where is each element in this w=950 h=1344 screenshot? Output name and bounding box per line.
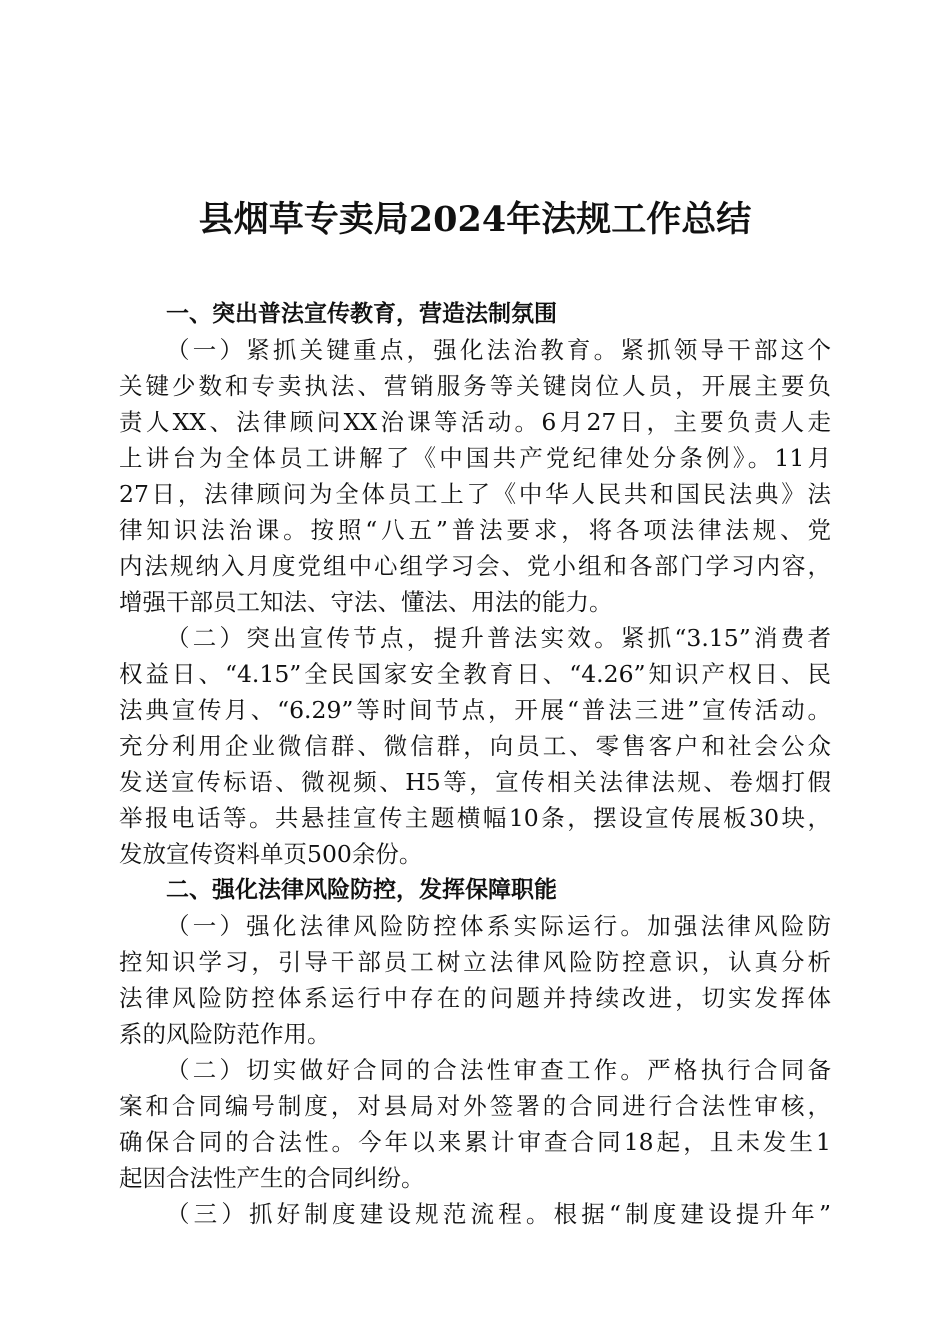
paragraph-line: 内法规纳入月度党组中心组学习会、党小组和各部门学习内容， <box>119 552 831 580</box>
paragraph-line: （二）切实做好合同的合法性审查工作。严格执行合同备 <box>166 1056 831 1084</box>
paragraph-line: （二）突出宣传节点，提升普法实效。紧抓“3.15”消费者 <box>166 624 831 652</box>
paragraph-line: 增强干部员工知法、守法、懂法、用法的能力。 <box>119 588 613 616</box>
paragraph-line: 法典宣传月、“6.29”等时间节点，开展“普法三进”宣传活动。 <box>119 696 831 724</box>
paragraph-line: （一）紧抓关键重点，强化法治教育。紧抓领导干部这个 <box>166 336 831 364</box>
paragraph-line: 控知识学习，引导干部员工树立法律风险防控意识，认真分析 <box>119 948 831 976</box>
paragraph-line: 充分利用企业微信群、微信群，向员工、零售客户和社会公众 <box>119 732 831 760</box>
paragraph-line: 关键少数和专卖执法、营销服务等关键岗位人员，开展主要负 <box>119 372 831 400</box>
section-heading: 二、强化法律风险防控，发挥保障职能 <box>166 877 557 903</box>
paragraph-line: 上讲台为全体员工讲解了《中国共产党纪律处分条例》。11月 <box>119 444 831 472</box>
document-title: 县烟草专卖局2024年法规工作总结 <box>198 199 752 240</box>
paragraph-line: 案和合同编号制度，对县局对外签署的合同进行合法性审核， <box>119 1092 831 1120</box>
paragraph-line: 权益日、“4.15”全民国家安全教育日、“4.26”知识产权日、民 <box>119 660 831 688</box>
paragraph-line: 举报电话等。共悬挂宣传主题横幅10条，摆设宣传展板30块， <box>119 804 831 832</box>
paragraph-line: （一）强化法律风险防控体系实际运行。加强法律风险防 <box>166 912 831 940</box>
paragraph-line: 系的风险防范作用。 <box>119 1020 331 1048</box>
paragraph-line: 责人XX、法律顾问XX治课等活动。6月27日，主要负责人走 <box>119 408 831 436</box>
paragraph-line: 律知识法治课。按照“八五”普法要求，将各项法律法规、党 <box>119 516 831 544</box>
section-heading: 一、突出普法宣传教育，营造法制氛围 <box>166 301 557 327</box>
paragraph-line: 发放宣传资料单页500余份。 <box>119 840 423 868</box>
paragraph-line: 确保合同的合法性。今年以来累计审查合同18起，且未发生1 <box>119 1128 831 1156</box>
paragraph-line: 法律风险防控体系运行中存在的问题并持续改进，切实发挥体 <box>119 984 831 1012</box>
paragraph-line: （三）抓好制度建设规范流程。根据“制度建设提升年” <box>166 1200 831 1228</box>
paragraph-line: 起因合法性产生的合同纠纷。 <box>119 1164 425 1192</box>
paragraph-line: 27日，法律顾问为全体员工上了《中华人民共和国民法典》法 <box>119 480 831 508</box>
document-body <box>119 296 831 1232</box>
paragraph-line: 发送宣传标语、微视频、H5等，宣传相关法律法规、卷烟打假 <box>119 768 831 796</box>
